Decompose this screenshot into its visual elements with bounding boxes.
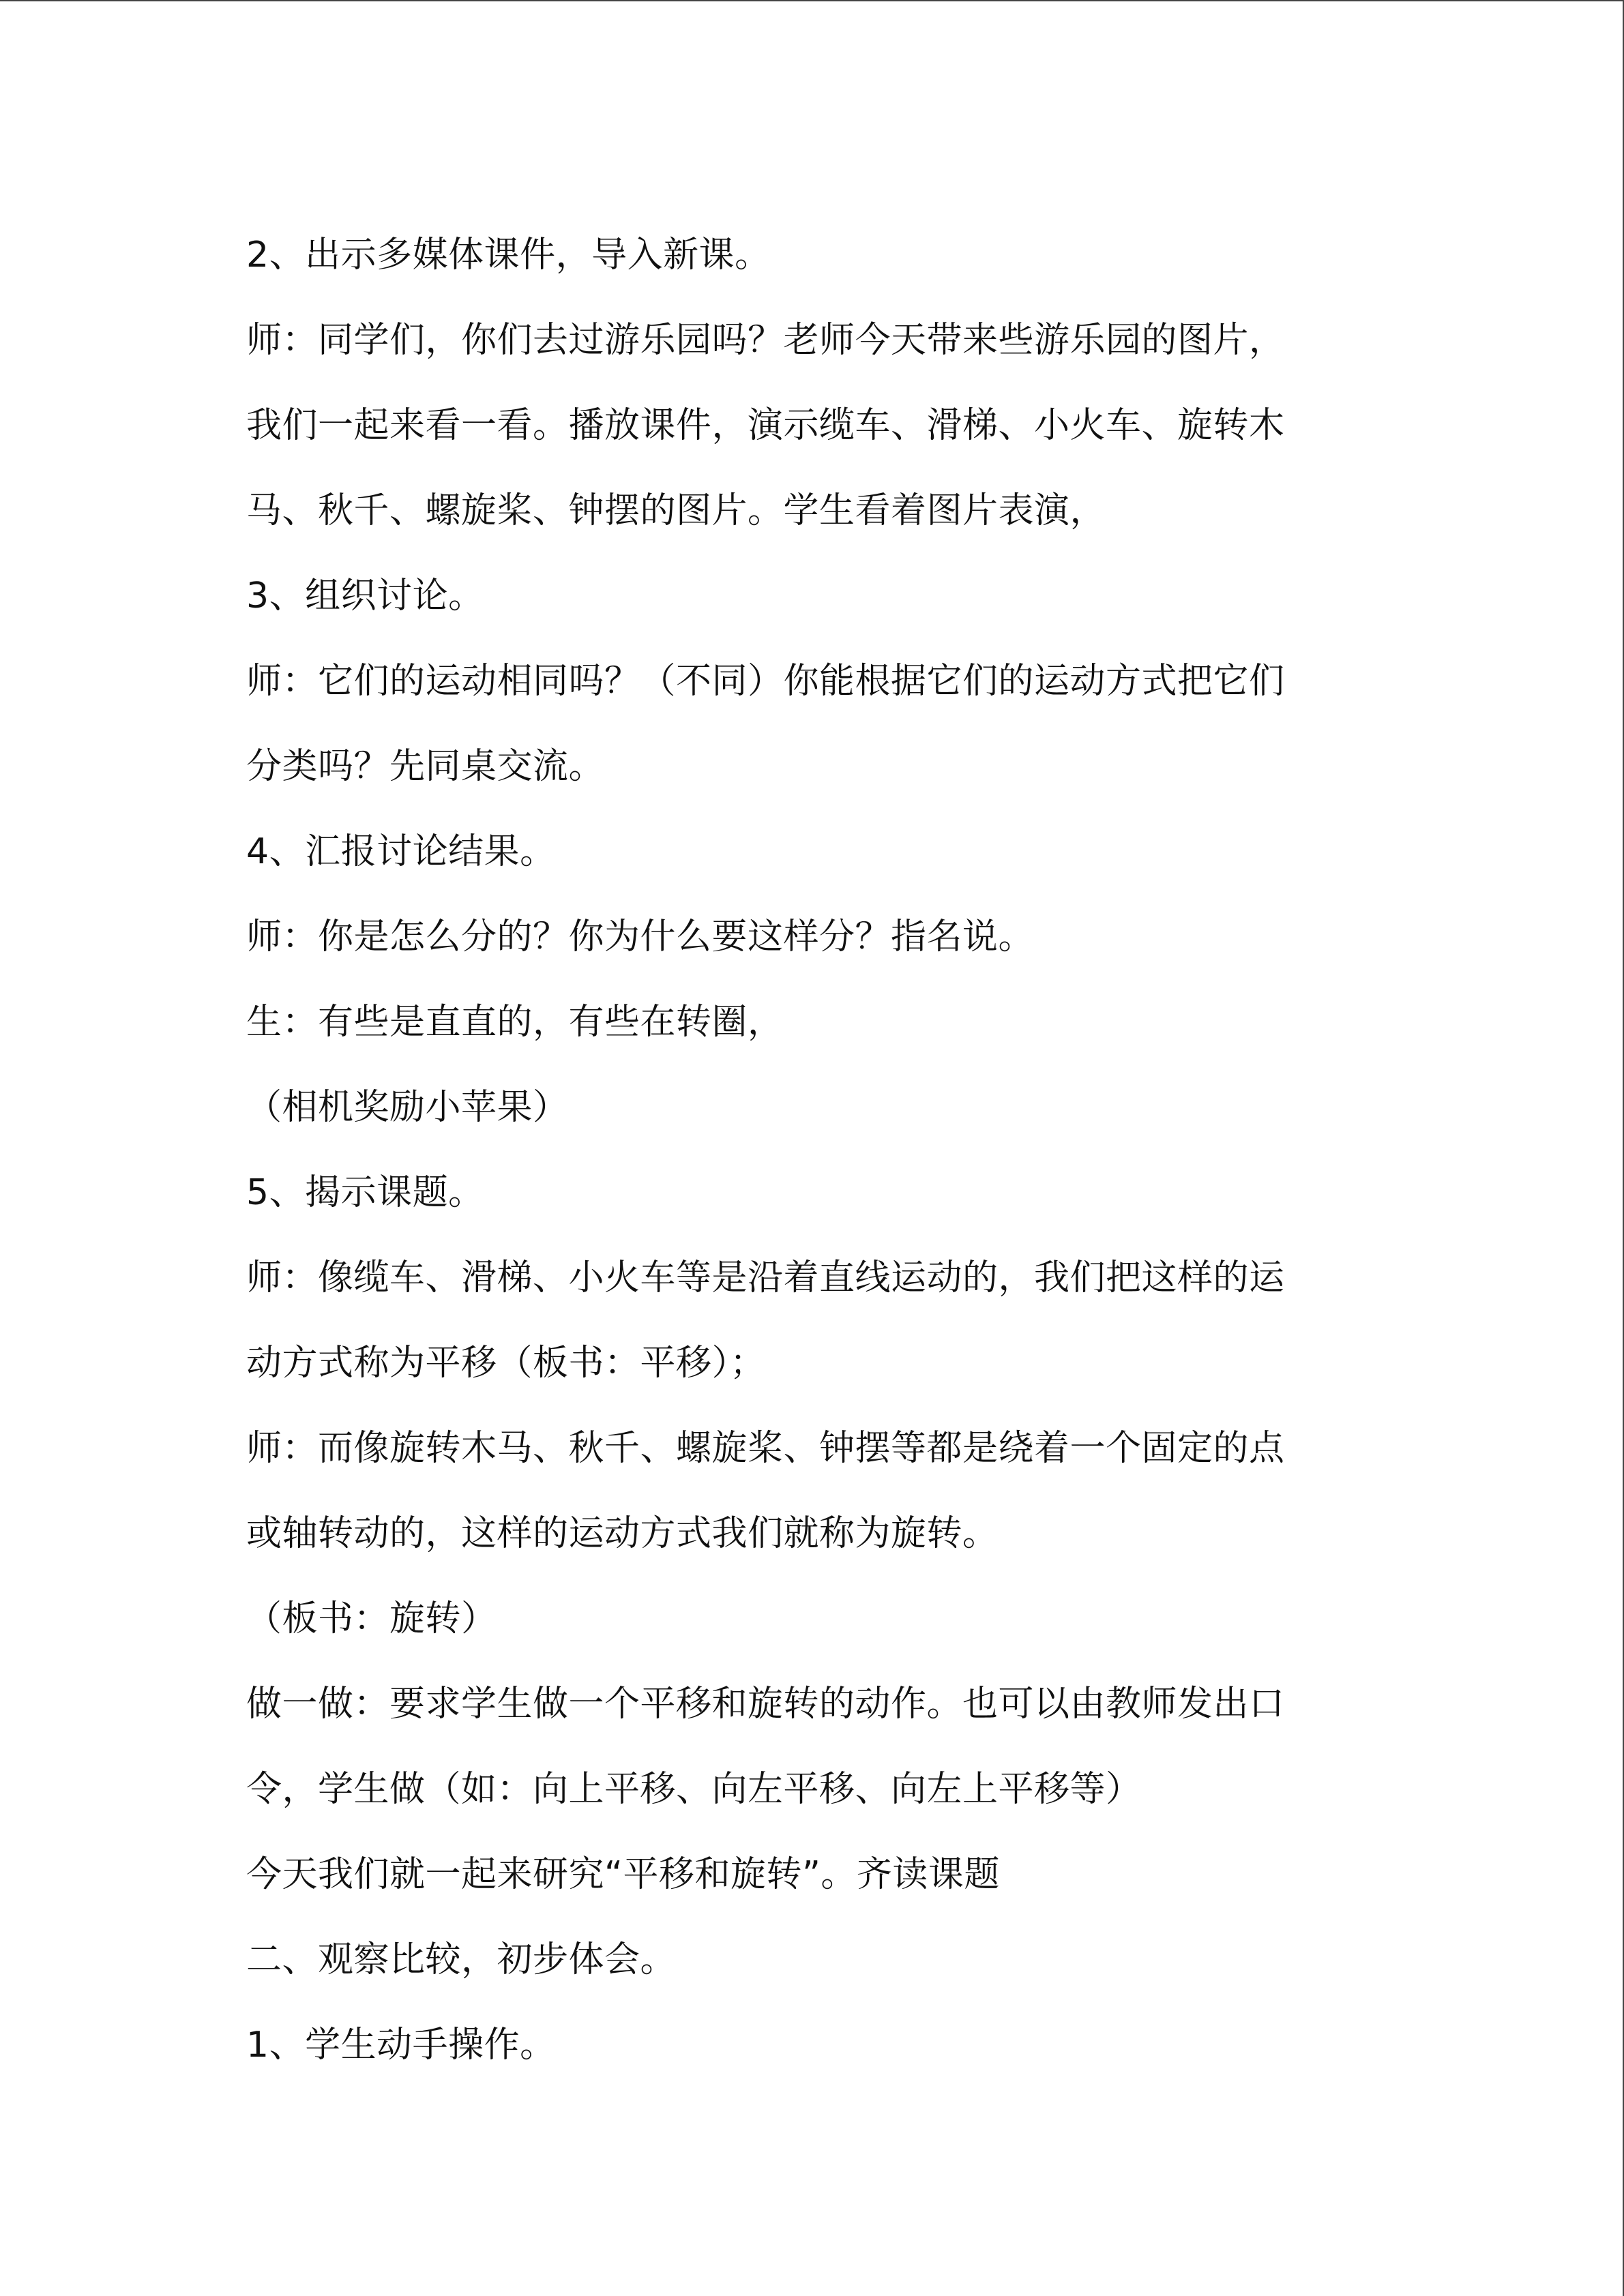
- text-line: 师：同学们，你们去过游乐园吗？老师今天带来些游乐园的图片，: [246, 320, 1285, 361]
- text-line: 3、组织讨论。: [246, 576, 484, 616]
- text-line: 令，学生做（如：向上平移、向左平移、向左上平移等）: [246, 1769, 1142, 1810]
- text-line: 做一做：要求学生做一个平移和旋转的动作。也可以由教师发出口: [246, 1684, 1285, 1725]
- text-line: 1、学生动手操作。: [246, 2025, 556, 2066]
- text-line: 动方式称为平移（板书：平移）；: [246, 1343, 766, 1384]
- text-line: 分类吗？先同桌交流。: [246, 746, 605, 787]
- text-line: 生：有些是直直的，有些在转圈，: [246, 1002, 784, 1043]
- text-line: （相机奖励小苹果）: [246, 1087, 569, 1128]
- text-line: 4、汇报讨论结果。: [246, 831, 556, 872]
- text-line: 马、秋千、螺旋桨、钟摆的图片。学生看着图片表演，: [246, 490, 1106, 531]
- text-line: 师：像缆车、滑梯、小火车等是沿着直线运动的，我们把这样的运: [246, 1257, 1285, 1298]
- text-line: 或轴转动的，这样的运动方式我们就称为旋转。: [246, 1513, 999, 1554]
- text-line: 2、出示多媒体课件，导入新课。: [246, 235, 771, 275]
- text-line: 师：它们的运动相同吗？（不同）你能根据它们的运动方式把它们: [246, 661, 1285, 702]
- text-line: 我们一起来看一看。播放课件，演示缆车、滑梯、小火车、旋转木: [246, 405, 1285, 446]
- text-line: 今天我们就一起来研究“平移和旋转”。齐读课题: [246, 1854, 1000, 1895]
- text-line: 5、揭示课题。: [246, 1172, 484, 1213]
- text-line: 二、观察比较，初步体会。: [246, 1939, 677, 1980]
- document-body: [246, 213, 1365, 2088]
- text-line: 师：你是怎么分的？你为什么要这样分？指名说。: [246, 916, 1035, 957]
- text-line: 师：而像旋转木马、秋千、螺旋桨、钟摆等都是绕着一个固定的点: [246, 1428, 1285, 1469]
- text-line: （板书：旋转）: [246, 1598, 497, 1639]
